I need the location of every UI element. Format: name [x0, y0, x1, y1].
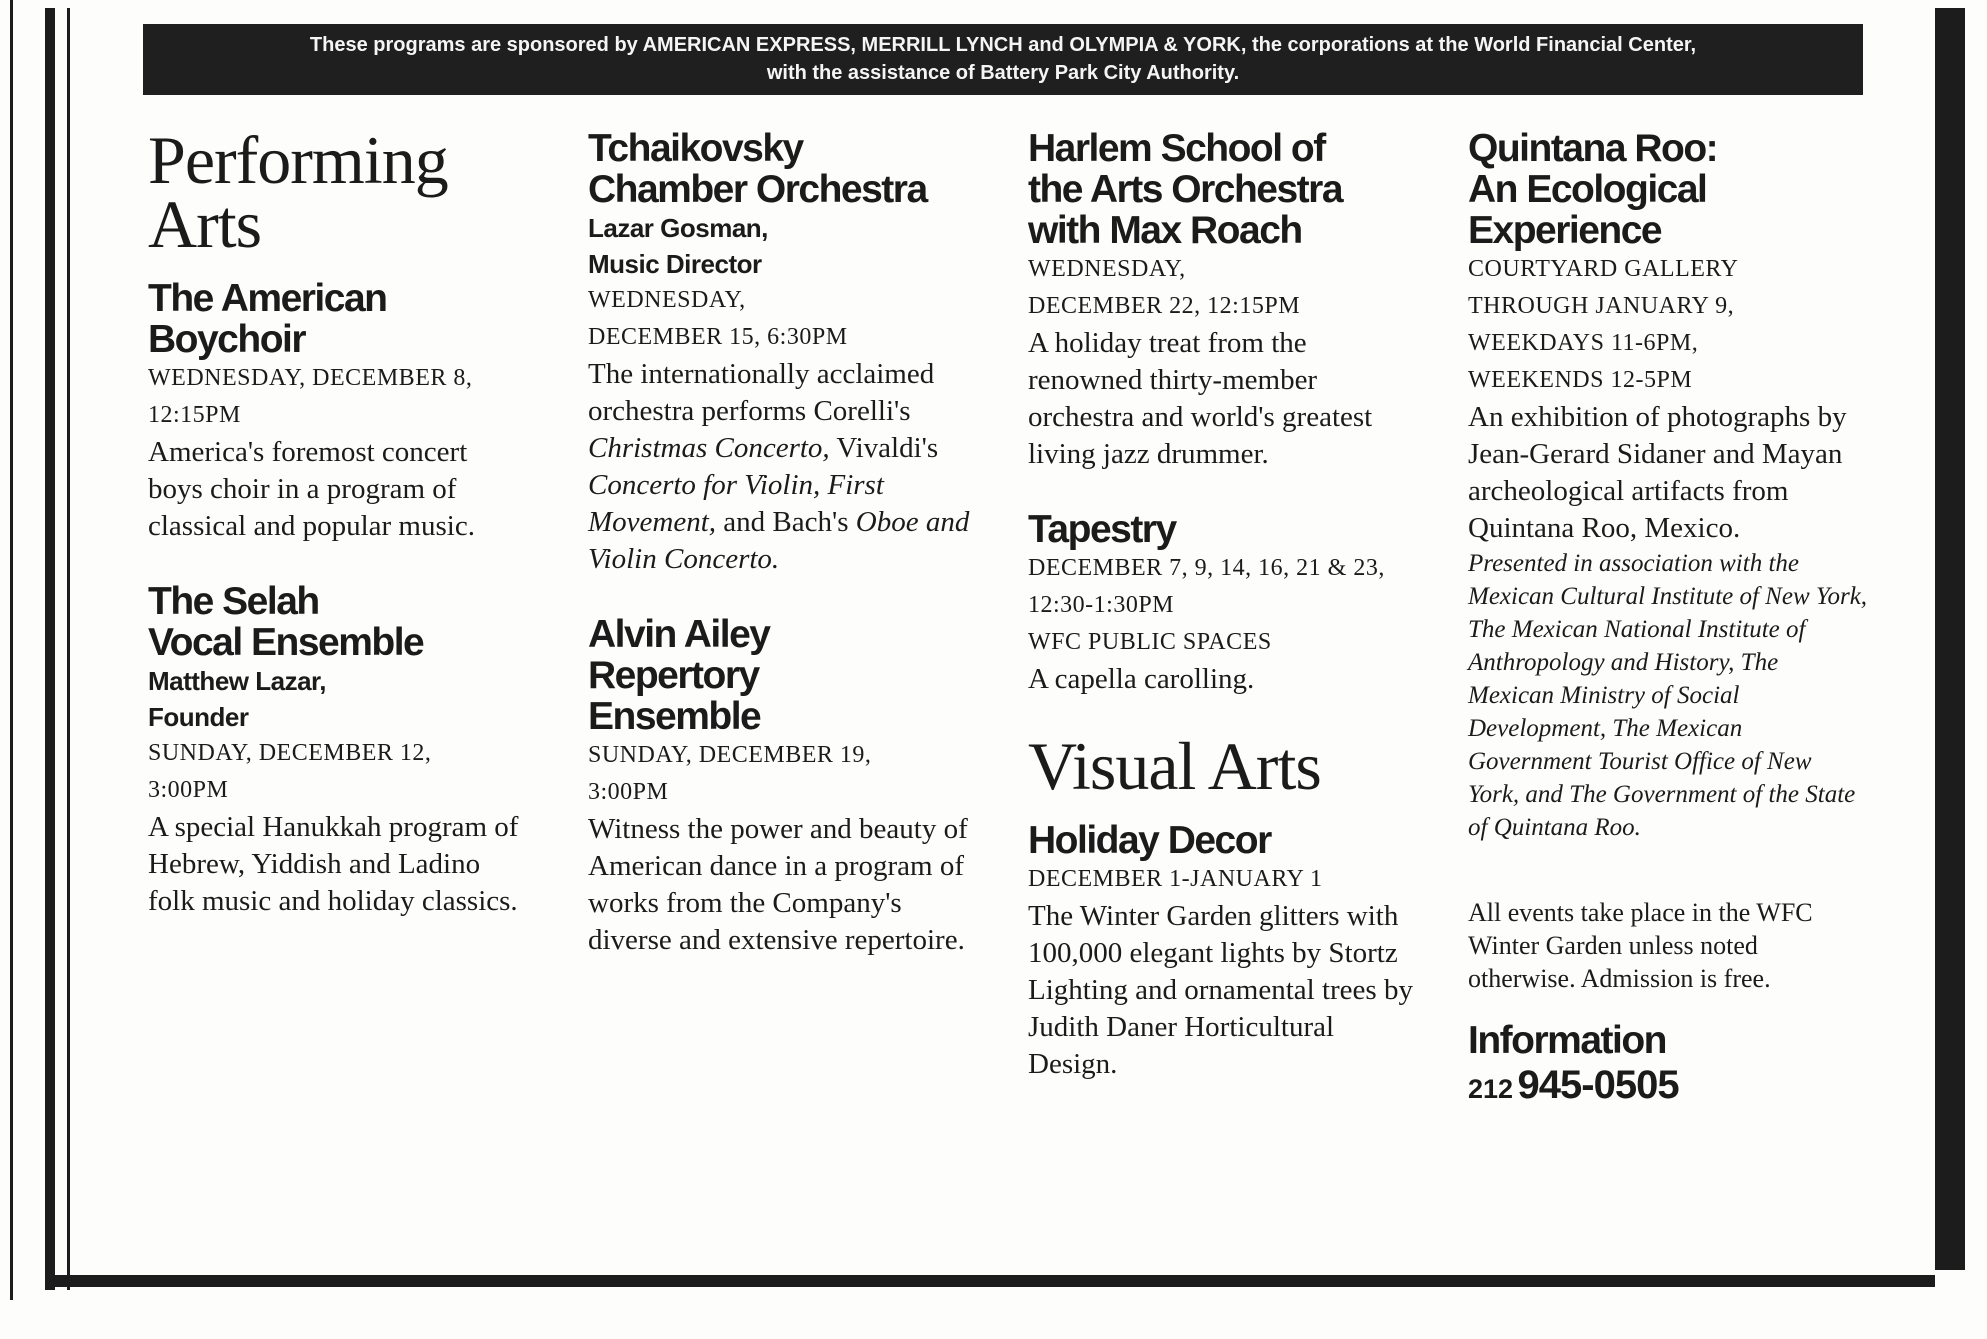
section-heading-performing-arts: Performing Arts — [148, 122, 448, 262]
venue-note: All events take place in the WFC Winter Garden unless noted otherwise. Admission is free. — [1468, 898, 1813, 993]
event-harlem-school-orchestra — [1028, 128, 1413, 473]
event-title: Tapestry — [1028, 508, 1176, 551]
column-2 — [588, 128, 978, 995]
event-title: The Selah Vocal Ensemble — [148, 580, 424, 664]
information-heading: Information — [1468, 1019, 1666, 1062]
left-border-thin — [10, 0, 13, 1300]
event-credit: Presented in association with the Mexican Cultural Institute of New York, The Mexican National Institute of Anthropology and History, The Mexican Ministry of Social Development, The Mexican Government Tourist Office of New York, and The Government of the State of Quintana Roo. — [1468, 550, 1868, 841]
phone-area-code: 212 — [1468, 1074, 1514, 1104]
section-heading-visual-arts: Visual Arts — [1028, 728, 1321, 804]
column-3 — [1028, 128, 1413, 1119]
sponsor-banner — [143, 24, 1863, 95]
event-selah-vocal-ensemble — [148, 581, 528, 920]
event-subtitle: Lazar Gosman, Music Director — [588, 213, 768, 279]
event-quintana-roo — [1468, 128, 1868, 844]
event-description: A capella carolling. — [1028, 663, 1255, 695]
event-alvin-ailey-repertory-ensemble — [588, 614, 978, 959]
right-border-thick — [1935, 8, 1965, 1270]
event-date: SUNDAY, DECEMBER 19, 3:00PM — [588, 742, 872, 805]
column-performing-arts — [148, 118, 528, 956]
column-4 — [1468, 128, 1868, 1108]
left-border-inner — [67, 8, 70, 1290]
sponsor-line-1: These programs are sponsored by AMERICAN EXPRESS, MERRILL LYNCH and OLYMPIA & YORK, the corporations at the World Financial Center, — [309, 34, 1697, 56]
event-description: Witness the power and beauty of American dance in a program of works from the Company's diverse and extensive repertoire. — [588, 813, 968, 956]
event-american-boychoir — [148, 278, 528, 545]
event-date: WEDNESDAY, DECEMBER 15, 6:30PM — [588, 287, 848, 350]
event-title: Quintana Roo: An Ecological Experience — [1468, 127, 1718, 252]
event-date: WEDNESDAY, DECEMBER 8, 12:15PM — [148, 365, 473, 428]
phone-number: 945-0505 — [1517, 1063, 1679, 1107]
event-title: The American Boychoir — [148, 277, 387, 361]
event-tchaikovsky-chamber-orchestra — [588, 128, 978, 578]
event-date: WEDNESDAY, DECEMBER 22, 12:15PM — [1028, 256, 1301, 319]
event-date: SUNDAY, DECEMBER 12, 3:00PM — [148, 740, 432, 803]
event-holiday-decor — [1028, 820, 1413, 1083]
event-description: A holiday treat from the renowned thirty-member orchestra and world's greatest living jazz drummer. — [1028, 327, 1373, 470]
bottom-border — [55, 1275, 1935, 1287]
event-subtitle: Matthew Lazar, Founder — [148, 666, 326, 732]
event-date: DECEMBER 1-JANUARY 1 — [1028, 866, 1323, 892]
event-description: America's foremost concert boys choir in a program of classical and popular music. — [148, 436, 475, 542]
event-description: A special Hanukkah program of Hebrew, Yiddish and Ladino folk music and holiday classics. — [148, 811, 519, 917]
event-description: The internationally acclaimed orchestra performs Corelli's Christmas Concerto, Vivaldi's Concerto for Violin, First Movement, and Bach's Oboe and Violin Concerto. — [588, 358, 970, 575]
event-date: DECEMBER 7, 9, 14, 16, 21 & 23, 12:30-1:30PM WFC PUBLIC SPACES — [1028, 555, 1385, 655]
event-title: Alvin Ailey Repertory Ensemble — [588, 613, 770, 738]
event-description: An exhibition of photographs by Jean-Gerard Sidaner and Mayan archeological artifacts from Quintana Roo, Mexico. — [1468, 401, 1847, 544]
information-phone — [1468, 1063, 1868, 1108]
event-title: Tchaikovsky Chamber Orchestra — [588, 127, 927, 211]
sponsor-line-2: with the assistance of Battery Park City Authority. — [766, 62, 1240, 84]
event-title: Harlem School of the Arts Orchestra with Max Roach — [1028, 127, 1343, 252]
event-date: COURTYARD GALLERY THROUGH JANUARY 9, WEEKDAYS 11-6PM, WEEKENDS 12-5PM — [1468, 256, 1739, 393]
left-border-thick — [45, 8, 55, 1290]
event-description: The Winter Garden glitters with 100,000 elegant lights by Stortz Lighting and ornamental trees by Judith Daner Horticultural Design. — [1028, 900, 1413, 1080]
event-tapestry — [1028, 509, 1413, 698]
event-title: Holiday Decor — [1028, 819, 1271, 862]
